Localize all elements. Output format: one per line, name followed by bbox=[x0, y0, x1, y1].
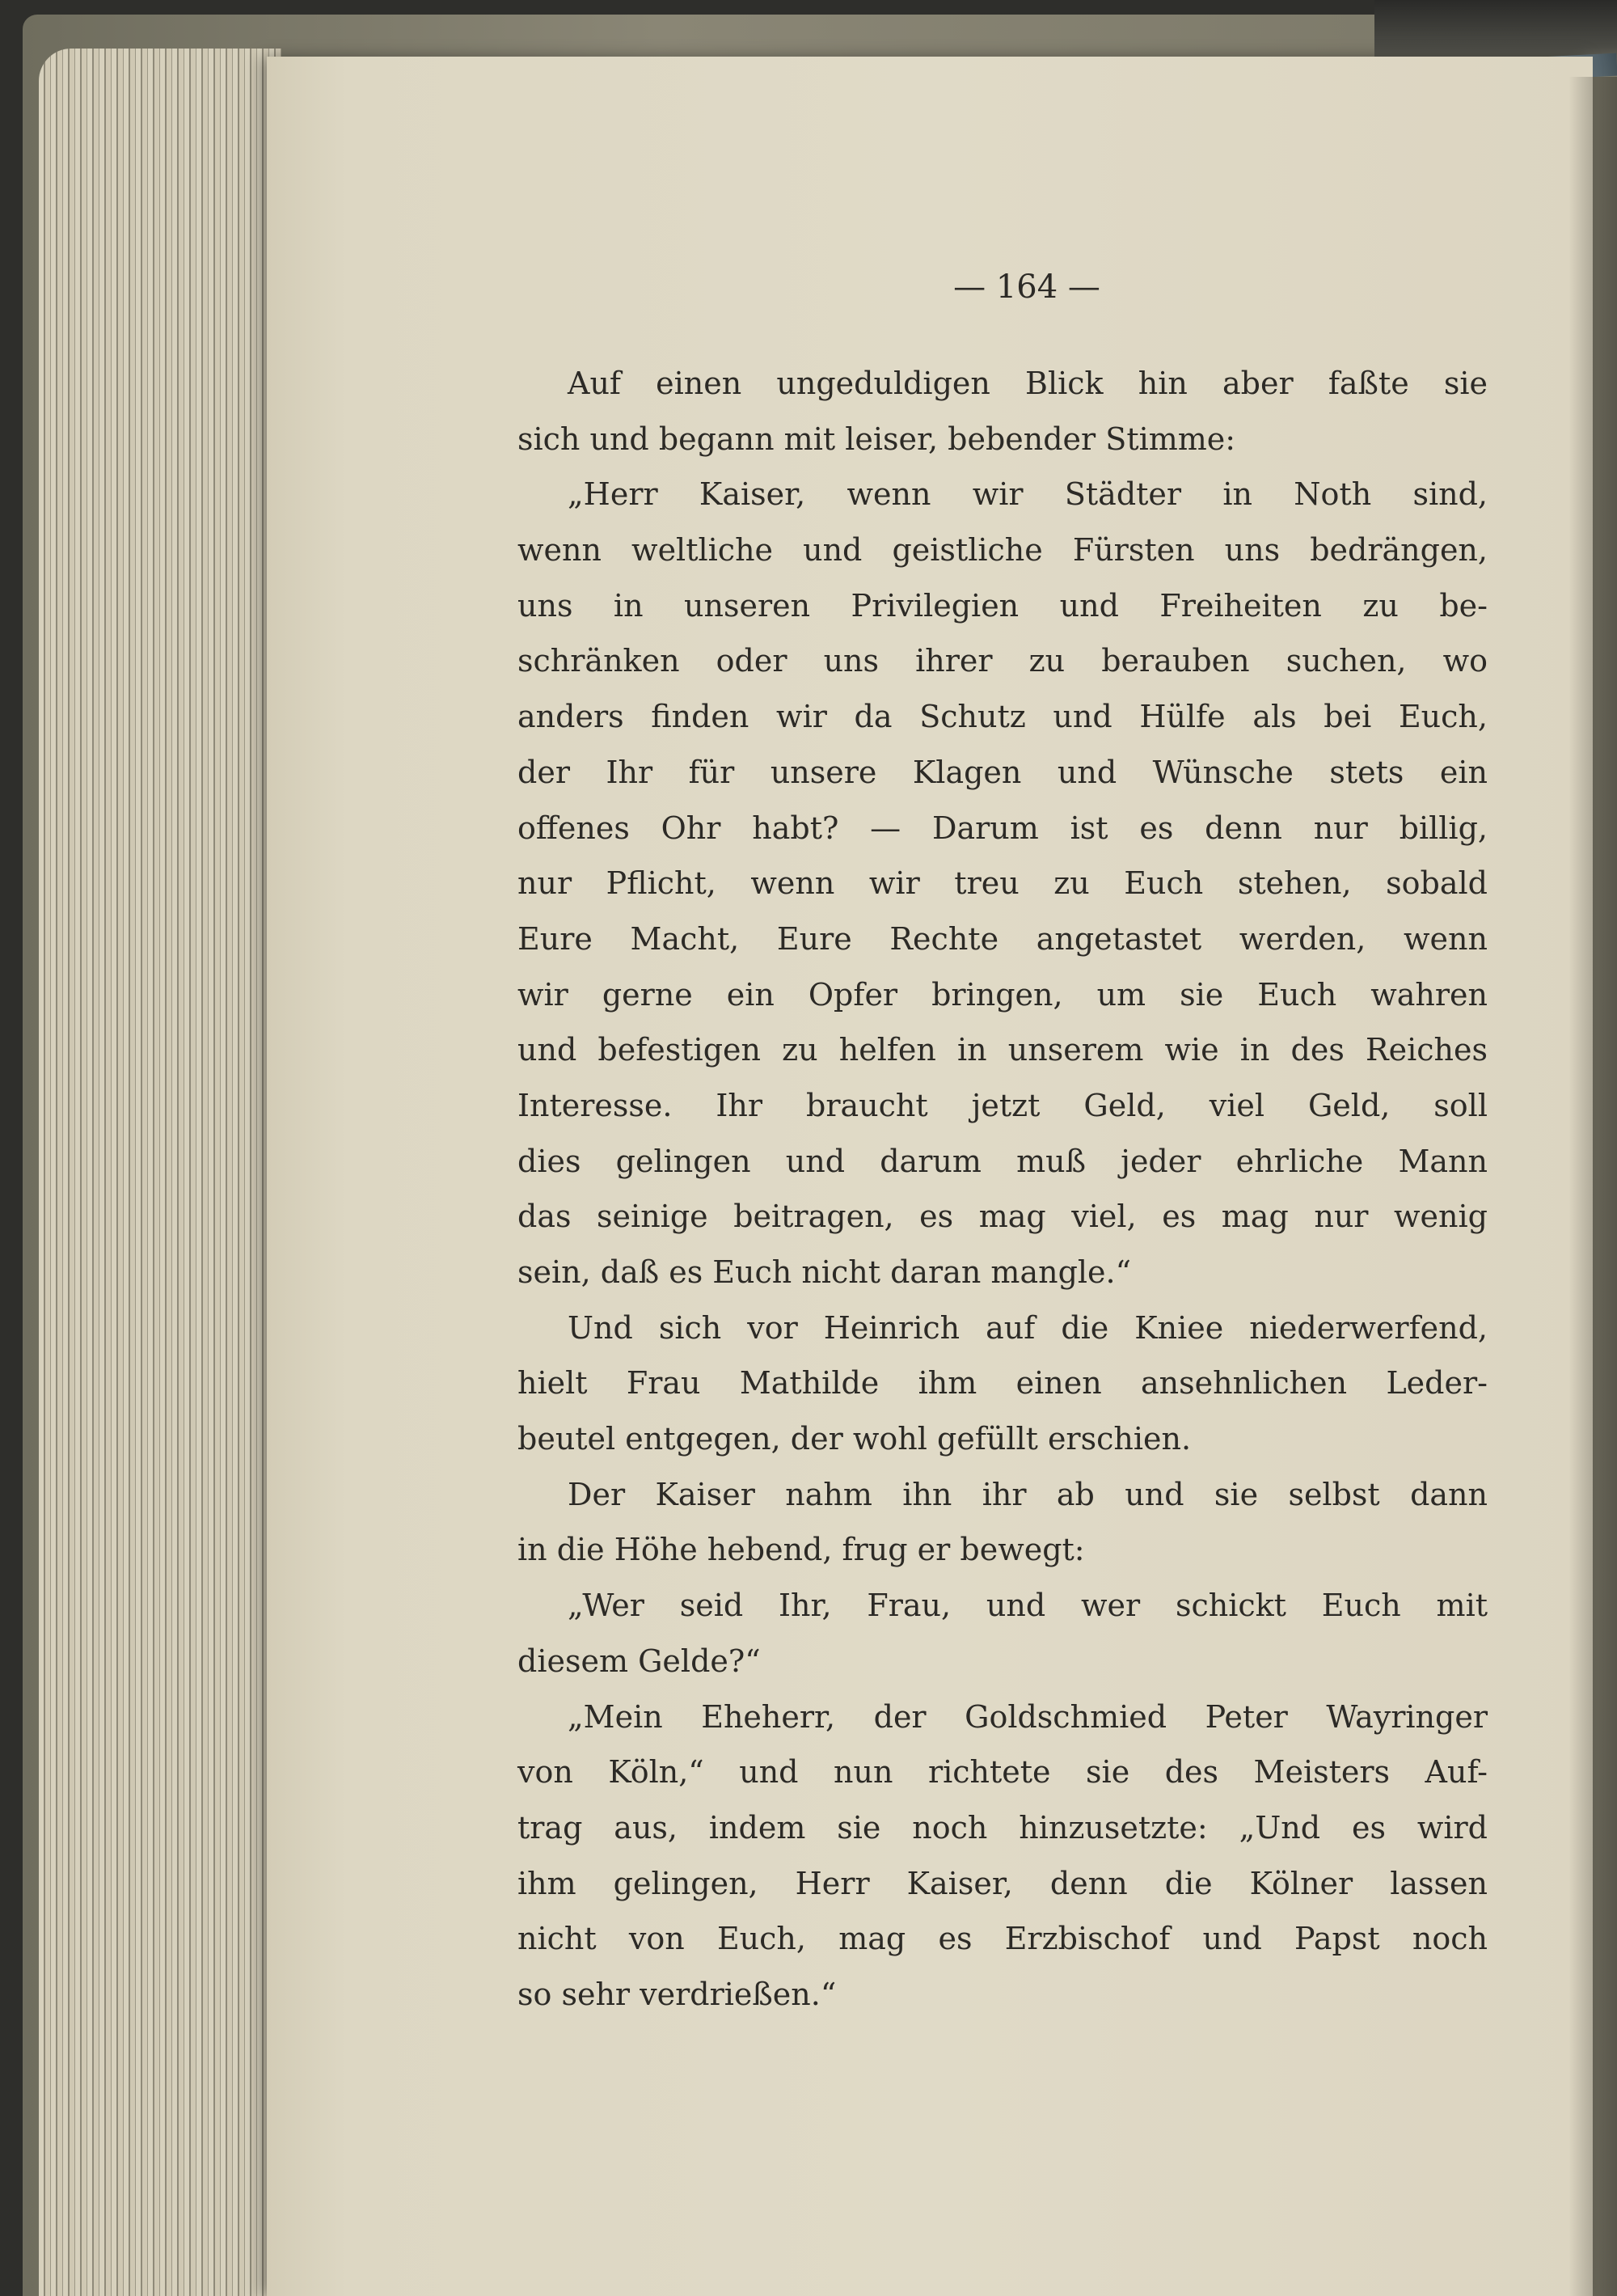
text-line: sich und begann mit leiser, bebender Stimme: bbox=[517, 421, 1236, 457]
text-line: wenn weltliche und geistliche Fürsten uns bedrängen, bbox=[517, 532, 1488, 569]
text-line: beutel entgegen, der wohl gefüllt erschien. bbox=[517, 1421, 1192, 1457]
text-line: sein, daß es Euch nicht daran mangle.“ bbox=[517, 1254, 1132, 1290]
text-line: so sehr verdrießen.“ bbox=[517, 1976, 837, 2012]
text-line: Der Kaiser nahm ihn ihr ab und sie selbst dann bbox=[568, 1476, 1488, 1512]
text-line: Auf einen ungeduldigen Blick hin aber faßte sie bbox=[568, 366, 1488, 401]
text-line: nicht von Euch, mag es Erzbischof und Papst noch bbox=[517, 1921, 1488, 1957]
text-line: Interesse. Ihr braucht jetzt Geld, viel Geld, soll bbox=[517, 1087, 1488, 1123]
text-line: hielt Frau Mathilde ihm einen ansehnlichen Leder- bbox=[517, 1365, 1488, 1402]
page-body bbox=[517, 267, 1488, 2023]
text-line: und befestigen zu helfen in unserem wie in des Reiches bbox=[517, 1032, 1488, 1068]
text-line: schränken oder uns ihrer zu berauben suchen, wo bbox=[517, 643, 1488, 679]
page-edges bbox=[39, 49, 281, 2296]
text-line: der Ihr für unsere Klagen und Wünsche stets ein bbox=[517, 754, 1488, 790]
text-line: nur Pflicht, wenn wir treu zu Euch stehen, sobald bbox=[517, 865, 1488, 902]
text-line: offenes Ohr habt? — Darum ist es denn nur billig, bbox=[517, 810, 1488, 846]
text-line: trag aus, indem sie noch hinzusetzte: „Und es wird bbox=[517, 1809, 1488, 1846]
text-line: diesem Gelde?“ bbox=[517, 1643, 761, 1679]
page-number: — 164 — bbox=[953, 269, 1100, 306]
text-line: wir gerne ein Opfer bringen, um sie Euch wahren bbox=[517, 976, 1488, 1013]
text-line: uns in unseren Privilegien und Freiheiten zu be- bbox=[517, 587, 1488, 624]
text-line: von Köln,“ und nun richtete sie des Meisters Auf- bbox=[517, 1754, 1488, 1791]
text-line: ihm gelingen, Herr Kaiser, denn die Kölner lassen bbox=[517, 1865, 1488, 1901]
text-line: in die Höhe hebend, frug er bewegt: bbox=[517, 1532, 1085, 1568]
gutter-shadow bbox=[1568, 77, 1617, 2296]
text-line: anders finden wir da Schutz und Hülfe als bei Euch, bbox=[517, 699, 1488, 735]
text-line: Und sich vor Heinrich auf die Kniee niederwerfend, bbox=[568, 1309, 1488, 1346]
text-line: „Mein Eheherr, der Goldschmied Peter Wayringer bbox=[568, 1698, 1488, 1735]
text-line: „Herr Kaiser, wenn wir Städter in Noth sind, bbox=[568, 476, 1488, 513]
text-line: „Wer seid Ihr, Frau, und wer schickt Euch mit bbox=[568, 1588, 1488, 1624]
text-line: das seinige beitragen, es mag viel, es mag nur wenig bbox=[517, 1199, 1488, 1235]
text-line: Eure Macht, Eure Rechte angetastet werden, wenn bbox=[517, 920, 1488, 957]
text-line: dies gelingen und darum muß jeder ehrliche Mann bbox=[517, 1143, 1488, 1179]
